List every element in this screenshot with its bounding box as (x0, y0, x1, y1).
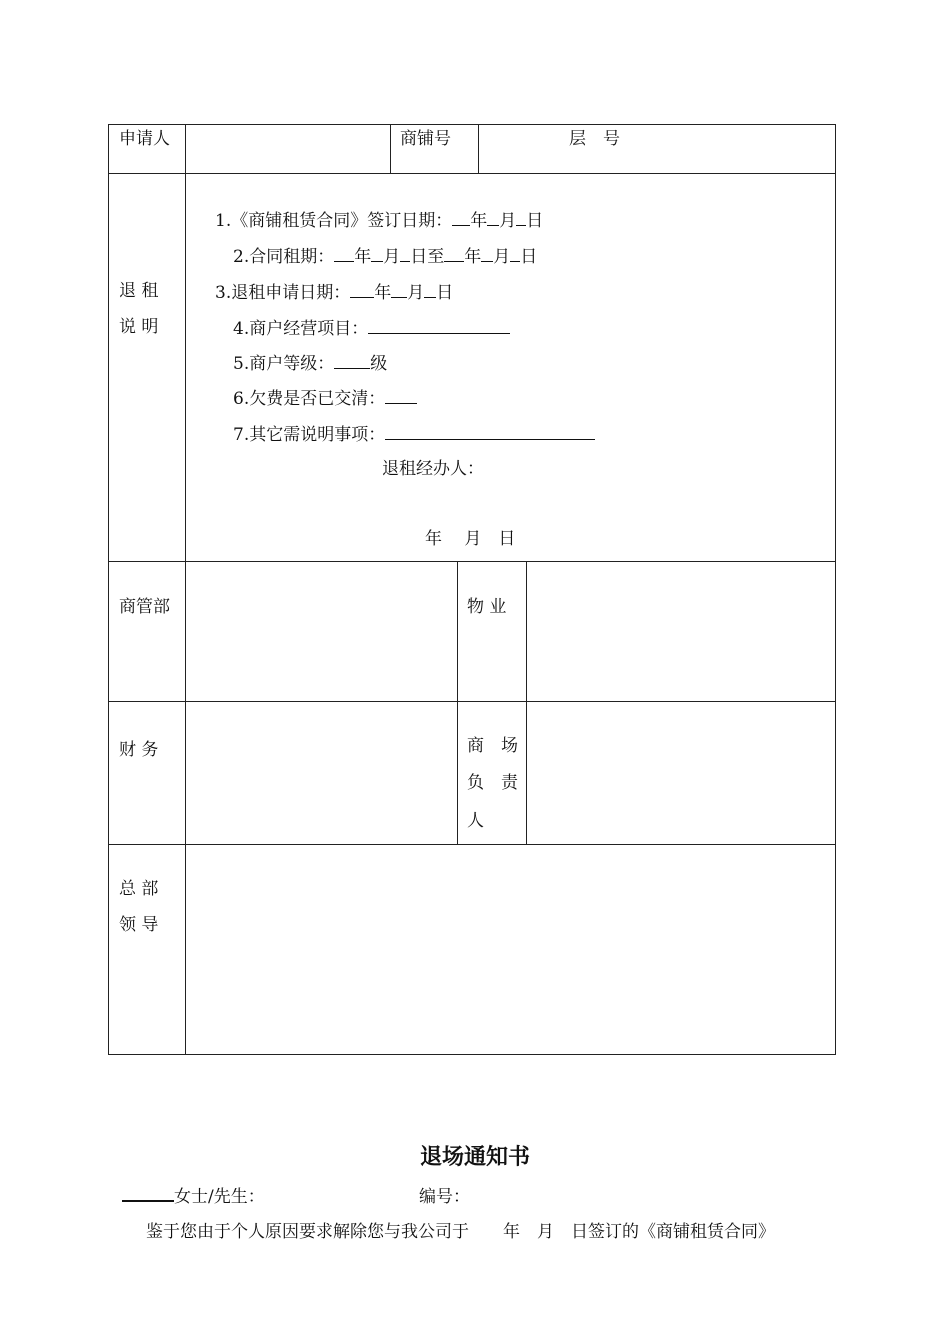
mall-head-label: 商 场 (467, 736, 518, 756)
rent-exit-label: 退 租 (119, 281, 159, 301)
commerce-dept-label: 商管部 (119, 597, 170, 617)
exit-request-date-item (215, 281, 453, 303)
month-blank[interactable] (481, 245, 493, 262)
applicant-label: 申请人 (119, 129, 170, 149)
level-blank[interactable] (334, 352, 370, 369)
mall-head-label: 负 责 (467, 773, 518, 793)
notice-title: 退场通知书 (419, 1145, 530, 1170)
property-field[interactable] (531, 569, 827, 695)
item-label: 4.商户经营项目： (233, 319, 369, 339)
day-blank[interactable] (516, 209, 526, 226)
year-blank[interactable] (350, 281, 374, 298)
name-blank[interactable] (122, 1184, 174, 1202)
year-label: 年 (470, 211, 488, 231)
month-blank[interactable] (391, 281, 407, 298)
day-blank[interactable] (510, 245, 520, 262)
arrears-blank[interactable] (385, 387, 417, 404)
year-blank[interactable] (334, 245, 354, 262)
hq-leader-label: 总 部 (119, 879, 159, 899)
handler-date: 年 月 日 (425, 529, 516, 549)
month-label: 月 (407, 283, 425, 303)
day-to-label: 日至 (410, 247, 445, 267)
row-divider (109, 561, 835, 562)
year-label: 年 (464, 247, 482, 267)
finance-field[interactable] (190, 709, 450, 837)
contract-term-item (233, 245, 537, 267)
other-matters-item (233, 423, 595, 445)
merchant-level-item (233, 352, 387, 374)
item-label: 3.退租申请日期： (215, 283, 351, 303)
mall-head-field[interactable] (531, 709, 827, 837)
other-matters-blank[interactable] (385, 423, 595, 440)
day-blank[interactable] (400, 245, 410, 262)
day-label: 日 (436, 283, 454, 303)
item-label: 6.欠费是否已交清： (233, 389, 386, 409)
day-blank[interactable] (424, 281, 436, 298)
arrears-cleared-item (233, 387, 417, 409)
column-divider (457, 561, 458, 844)
mall-head-label: 人 (467, 811, 484, 831)
hq-leader-label: 领 导 (119, 915, 159, 935)
salutation-label: 女士/先生： (174, 1187, 265, 1207)
year-label: 年 (374, 283, 392, 303)
applicant-field[interactable] (200, 129, 384, 167)
level-suffix: 级 (370, 354, 388, 374)
finance-label: 财 务 (119, 740, 159, 760)
month-blank[interactable] (371, 245, 383, 262)
business-item (233, 317, 510, 339)
row-divider (109, 701, 835, 702)
column-divider (185, 125, 186, 1054)
column-divider (526, 561, 527, 844)
rent-exit-label: 说 明 (119, 317, 159, 337)
handler-label: 退租经办人： (382, 459, 484, 479)
column-divider (478, 125, 479, 173)
month-blank[interactable] (487, 209, 499, 226)
hq-leader-field[interactable] (190, 851, 828, 1047)
month-label: 月 (493, 247, 511, 267)
item-label: 2.合同租期： (233, 247, 335, 267)
floor-number-label: 层 号 (569, 129, 620, 149)
contract-sign-date-item (215, 209, 543, 231)
shop-number-label: 商铺号 (400, 129, 451, 149)
item-label: 1.《商铺租赁合同》签订日期： (215, 211, 453, 231)
row-divider (109, 173, 835, 174)
day-label: 日 (526, 211, 544, 231)
notice-body: 鉴于您由于个人原因要求解除您与我公司于 年 月 日签订的《商铺租赁合同》 (146, 1222, 775, 1242)
month-label: 月 (383, 247, 401, 267)
year-blank[interactable] (452, 209, 470, 226)
salutation-line (122, 1182, 265, 1207)
item-label: 7.其它需说明事项： (233, 425, 386, 445)
year-blank[interactable] (444, 245, 464, 262)
month-label: 月 (499, 211, 517, 231)
column-divider (390, 125, 391, 173)
business-blank[interactable] (368, 317, 510, 334)
year-label: 年 (354, 247, 372, 267)
row-divider (109, 844, 835, 845)
commerce-dept-field[interactable] (190, 569, 450, 695)
property-label: 物 业 (467, 597, 507, 617)
item-label: 5.商户等级： (233, 354, 335, 374)
rent-exit-application-table (108, 124, 836, 1055)
number-label: 编号： (419, 1187, 470, 1207)
day-label: 日 (520, 247, 538, 267)
